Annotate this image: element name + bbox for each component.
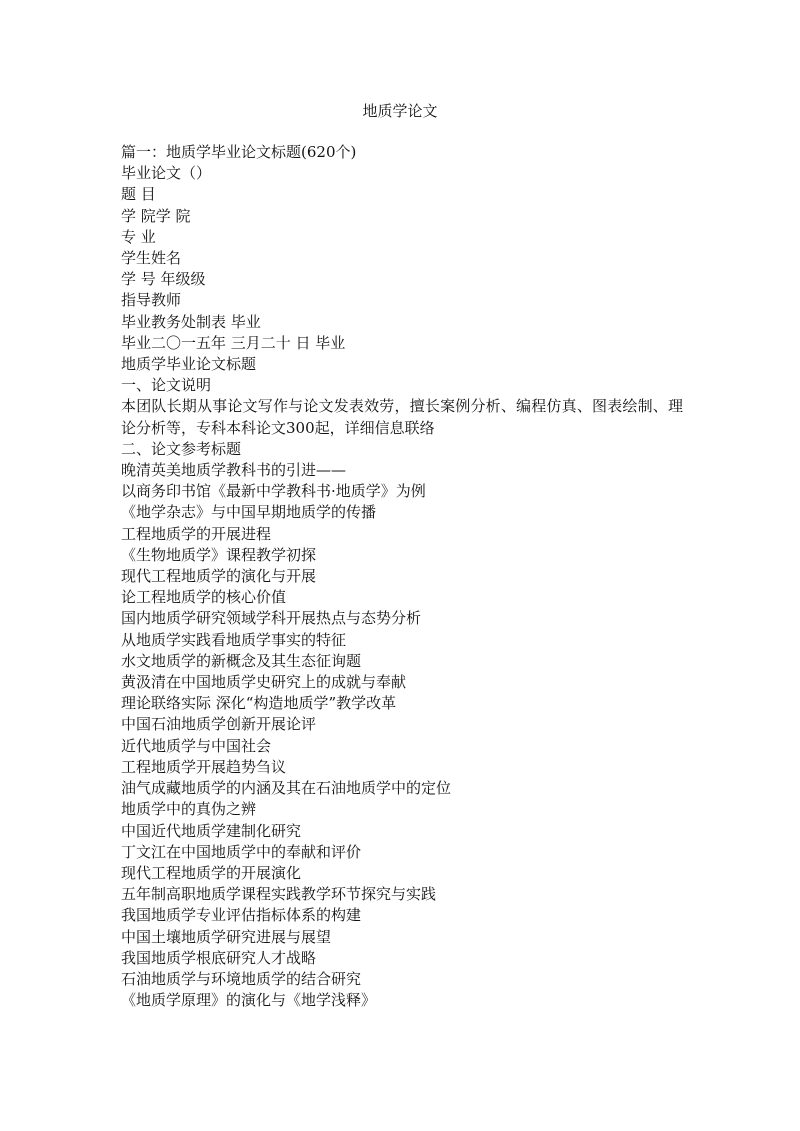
list-item: 近代地质学与中国社会 (121, 736, 272, 755)
header-line: 学生姓名 (121, 249, 182, 268)
list-item: 从地质学实践看地质学事实的特征 (121, 630, 347, 649)
list-item: 中国近代地质学建制化研究 (121, 821, 302, 840)
list-item: 水文地质学的新概念及其生态征询题 (121, 651, 362, 670)
list-item: 中国土壤地质学研究进展与展望 (121, 927, 332, 946)
header-line: 题 目 (121, 185, 156, 204)
list-item: 工程地质学开展趋势刍议 (121, 757, 287, 776)
list-item: 理论联络实际 深化“构造地质学”教学改革 (121, 694, 397, 713)
list-item: 我国地质学专业评估指标体系的构建 (121, 906, 362, 925)
header-line: 指导教师 (121, 291, 182, 310)
list-item: 《地学杂志》与中国早期地质学的传播 (121, 503, 377, 522)
document-body (121, 142, 691, 1011)
header-line: 学 号 年级级 (121, 270, 206, 289)
list-item: 论工程地质学的核心价值 (121, 588, 287, 607)
header-line: 毕业论文（） (121, 164, 212, 183)
header-line: 地质学毕业论文标题 (121, 355, 257, 374)
list-item: 中国石油地质学创新开展论评 (121, 715, 317, 734)
list-item: 黄汲清在中国地质学史研究上的成就与奉献 (121, 673, 407, 692)
header-line: 专 业 (121, 227, 156, 246)
list-item: 以商务印书馆《最新中学教科书·地质学》为例 (121, 482, 426, 501)
list-item: 国内地质学研究领域学科开展热点与态势分析 (121, 609, 422, 628)
list-item: 《地质学原理》的演化与《地学浅释》 (121, 991, 377, 1010)
list-item: 我国地质学根底研究人才战略 (121, 948, 317, 967)
list-item: 晚清英美地质学教科书的引进—— (121, 461, 347, 480)
intro-paragraph: 本团队长期从事论文写作与论文发表效劳，擅长案例分析、编程仿真、图表绘制、理论分析等，专科本科论文300起，详细信息联络 (121, 397, 683, 437)
header-line: 毕业教务处制表 毕业 (121, 312, 261, 331)
list-item: 现代工程地质学的演化与开展 (121, 567, 317, 586)
document-title: 地质学论文 (362, 102, 438, 120)
section-heading: 一、论文说明 (121, 376, 212, 395)
list-item: 《生物地质学》课程教学初探 (121, 545, 317, 564)
list-item: 丁文江在中国地质学中的奉献和评价 (121, 842, 362, 861)
list-item: 现代工程地质学的开展演化 (121, 863, 302, 882)
header-line: 学 院学 院 (121, 206, 191, 225)
list-item: 油气成藏地质学的内涵及其在石油地质学中的定位 (121, 779, 452, 798)
section-heading: 二、论文参考标题 (121, 439, 242, 458)
list-item: 五年制高职地质学课程实践教学环节探究与实践 (121, 885, 437, 904)
list-item: 石油地质学与环境地质学的结合研究 (121, 969, 362, 988)
list-item: 地质学中的真伪之辨 (121, 800, 257, 819)
list-item: 工程地质学的开展进程 (121, 524, 272, 543)
header-line: 毕业二〇一五年 三月二十 日 毕业 (121, 333, 346, 352)
header-line: 篇一：地质学毕业论文标题(620个) (121, 143, 357, 161)
title-list (121, 460, 691, 1011)
